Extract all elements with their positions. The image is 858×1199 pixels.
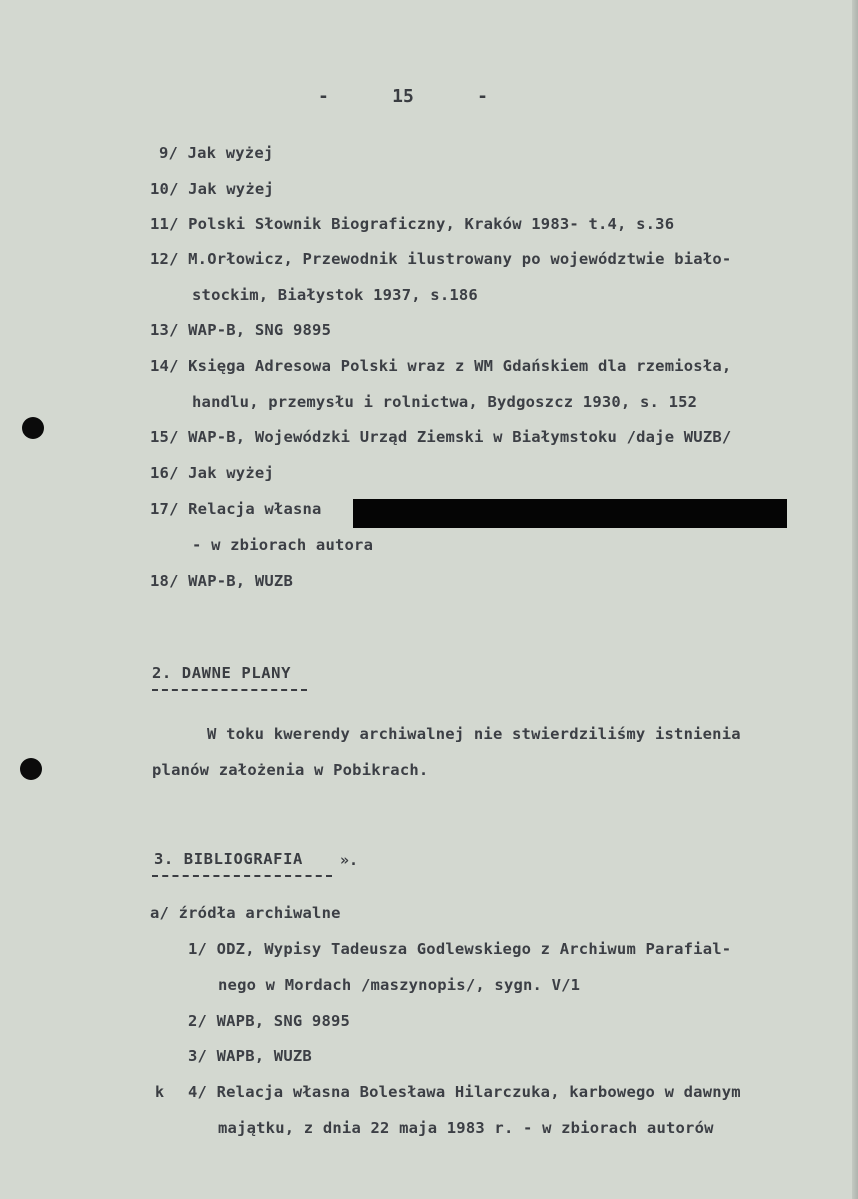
heading-underline xyxy=(152,689,307,691)
footnote-line: 17/ Relacja własna xyxy=(150,500,322,518)
page-number-dash-left: - xyxy=(318,86,329,107)
section-heading-bibliografia: 3. BIBLIOGRAFIA xyxy=(154,850,303,868)
footnote-line: 14/ Księga Adresowa Polski wraz z WM Gdańskiem dla rzemiosła, xyxy=(150,357,732,375)
footnote-line: 18/ WAP-B, WUZB xyxy=(150,572,293,590)
page-number-dash-right: - xyxy=(477,86,488,107)
section-body-line: planów założenia w Pobikrach. xyxy=(152,761,429,779)
bibliography-item: majątku, z dnia 22 maja 1983 r. - w zbiorach autorów xyxy=(218,1119,714,1137)
footnote-line: 13/ WAP-B, SNG 9895 xyxy=(150,321,332,339)
page-number: 15 xyxy=(392,86,414,107)
bibliography-subheading: a/ źródła archiwalne xyxy=(150,904,341,922)
punch-hole-bottom xyxy=(20,758,42,780)
redaction-bar xyxy=(353,499,787,528)
footnote-line: 16/ Jak wyżej xyxy=(150,464,274,482)
footnote-line: handlu, przemysłu i rolnictwa, Bydgoszcz 1930, s. 152 xyxy=(192,393,698,411)
footnote-line: 12/ M.Orłowicz, Przewodnik ilustrowany po województwie biało- xyxy=(150,250,732,268)
heading-underline xyxy=(152,875,332,877)
footnote-line: 15/ WAP-B, Wojewódzki Urząd Ziemski w Białymstoku /daje WUZB/ xyxy=(150,428,732,446)
footnote-line: 9/ Jak wyżej xyxy=(159,144,274,162)
page-edge xyxy=(852,0,858,1199)
bibliography-item: 1/ ODZ, Wypisy Tadeusza Godlewskiego z Archiwum Parafial- xyxy=(188,940,732,958)
heading-margin-mark: ». xyxy=(340,851,359,869)
bibliography-item: 4/ Relacja własna Bolesława Hilarczuka, karbowego w dawnym xyxy=(188,1083,741,1101)
margin-mark: k xyxy=(155,1083,165,1101)
section-heading-dawne-plany: 2. DAWNE PLANY xyxy=(152,664,292,682)
bibliography-item: 2/ WAPB, SNG 9895 xyxy=(188,1012,351,1030)
page-number-header xyxy=(318,86,488,107)
footnote-line: 10/ Jak wyżej xyxy=(150,180,274,198)
footnote-line: stockim, Białystok 1937, s.186 xyxy=(192,286,478,304)
bibliography-item: nego w Mordach /maszynopis/, sygn. V/1 xyxy=(218,976,581,994)
footnote-line: - w zbiorach autora xyxy=(192,536,374,554)
section-body-line: W toku kwerendy archiwalnej nie stwierdziliśmy istnienia xyxy=(207,725,741,743)
footnote-line: 11/ Polski Słownik Biograficzny, Kraków 1983- t.4, s.36 xyxy=(150,215,675,233)
punch-hole-top xyxy=(22,417,44,439)
bibliography-item: 3/ WAPB, WUZB xyxy=(188,1047,312,1065)
